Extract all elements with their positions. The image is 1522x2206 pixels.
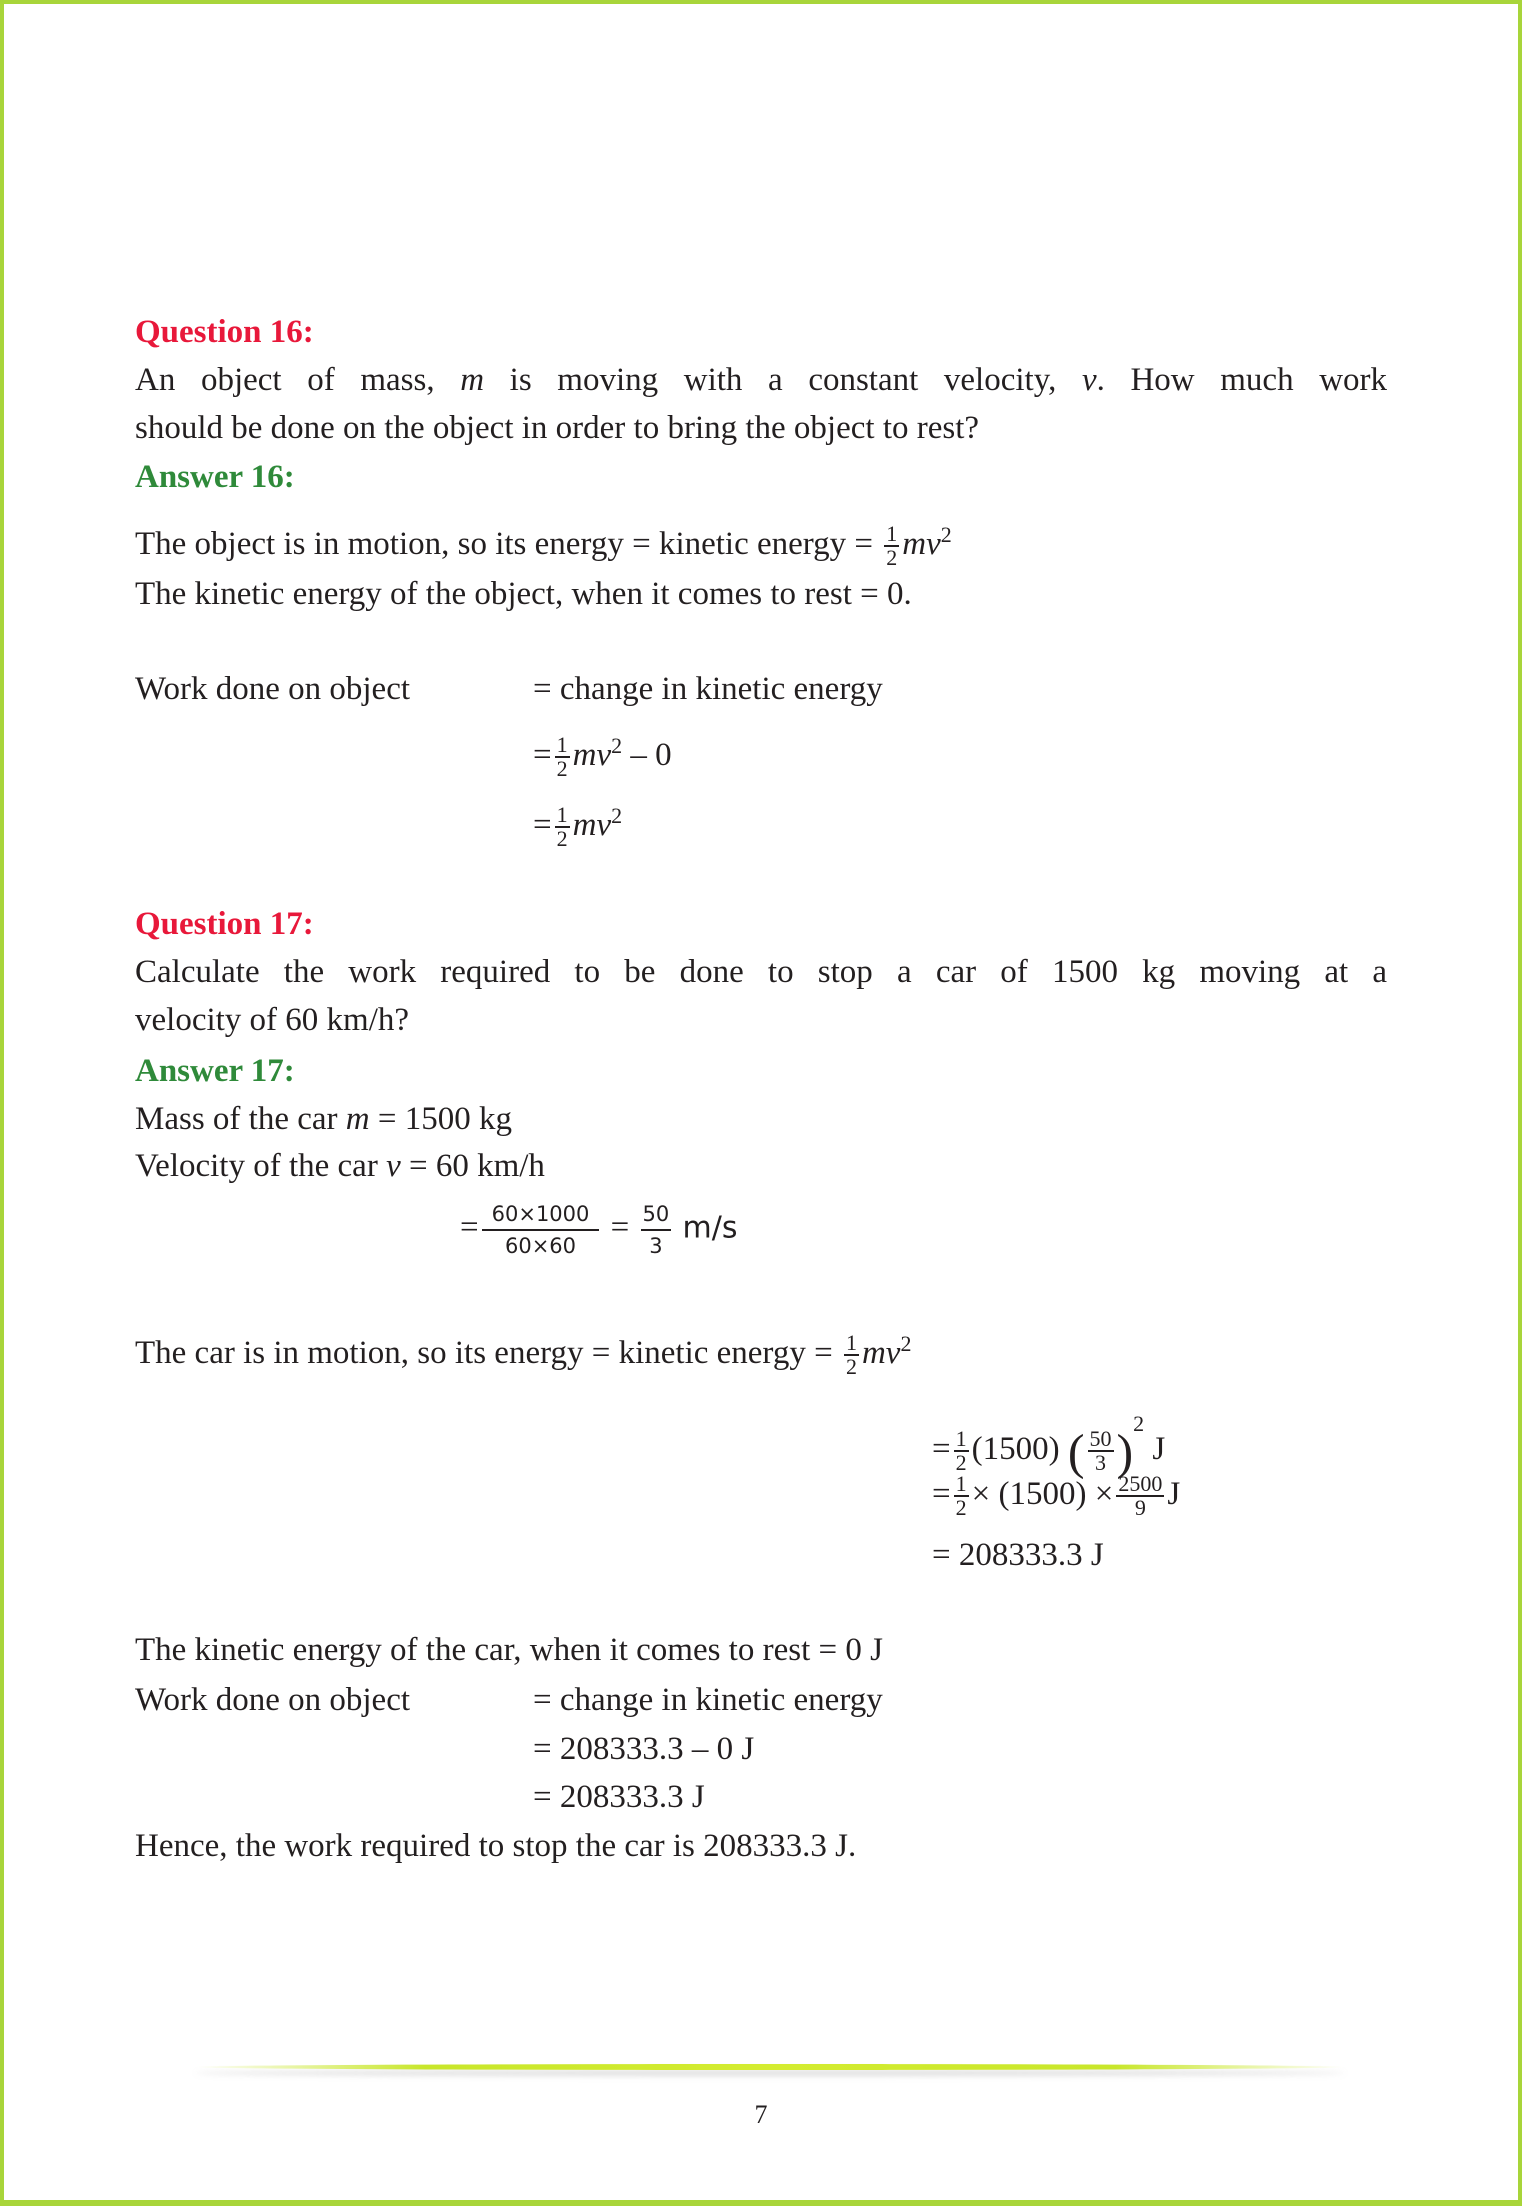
question-16-text-line2: should be done on the object in order to bring the object to rest?	[135, 410, 980, 446]
answer-17-heading: Answer 17:	[135, 1053, 295, 1089]
answer-16-step1: = change in kinetic energy	[533, 671, 883, 707]
fraction-half: $\frac{1}{2}$	[886, 521, 898, 571]
answer-17-calc3: = 208333.3 J	[932, 1537, 1104, 1573]
answer-17-calc2: = $\frac{1}{2}$ × (1500) × $\frac{2500}{9}$ J	[932, 1471, 1181, 1521]
answer-16-line1: The object is in motion, so its energy = kinetic energy = $\frac{1}{2}$ $mv^2$	[135, 521, 952, 571]
answer-17-rest-line: The kinetic energy of the car, when it comes to rest = 0 J	[135, 1632, 883, 1668]
answer-16-heading: Answer 16:	[135, 459, 295, 495]
answer-17-calc1: = $\frac{1}{2}$ (1500) ( $\frac{50}{3}$ )$^2$ J	[932, 1411, 1166, 1480]
answer-17-work1: = change in kinetic energy	[533, 1682, 883, 1718]
answer-16-line2: The kinetic energy of the object, when it comes to rest = 0.	[135, 576, 912, 612]
answer-17-ke-line: The car is in motion, so its energy = kinetic energy = $\frac{1}{2}$ $mv^2$	[135, 1330, 912, 1380]
question-16-text-line1: An object of mass, m is moving with a constant velocity, v. How much work	[135, 362, 1388, 398]
answer-16-step2: = $\frac{1}{2}$ $mv^2 - 0$	[533, 732, 672, 782]
answer-17-velocity: Velocity of the car v = 60 km/h	[135, 1148, 545, 1184]
answer-16-work-label: Work done on object	[135, 671, 411, 707]
question-17-text-line1: Calculate the work required to be done to stop a car of 1500 kg moving at a	[135, 954, 1387, 990]
question-17-heading: Question 17:	[135, 906, 314, 942]
answer-17-work-label: Work done on object	[135, 1682, 411, 1718]
page-number: 7	[754, 2100, 768, 2129]
question-17-text-line2: velocity of 60 km/h?	[135, 1002, 410, 1038]
answer-17-conversion: = $\frac{60\times 1000}{60\times 60}$ = $\frac{50}{3}$ m/s	[460, 1202, 738, 1258]
answer-17-work3: = 208333.3 J	[533, 1779, 705, 1815]
answer-16-step3: = $\frac{1}{2}$ $mv^2$	[533, 802, 623, 852]
answer-17-conclusion: Hence, the work required to stop the car is 208333.3 J.	[135, 1828, 857, 1864]
question-16-heading: Question 16:	[135, 314, 314, 350]
footer-divider	[195, 2064, 1345, 2070]
answer-17-work2: = 208333.3 – 0 J	[533, 1731, 755, 1767]
answer-17-mass: Mass of the car m = 1500 kg	[135, 1101, 512, 1137]
